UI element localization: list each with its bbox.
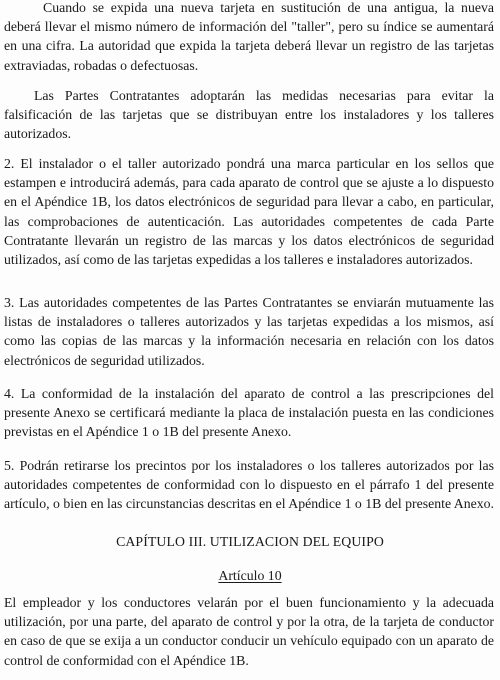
paragraph-article-10: El empleador y los conductores velarán por el buen funcionamiento y la adecuada utilización, por una parte, del aparato de control y por la otra, de la tarjeta de conductor en caso de que se exija a un conductor conducir un vehículo equipado con un aparato de control de conformidad con el Apéndice 1B.: [4, 595, 494, 668]
paragraph-falsification: Las Partes Contratantes adoptarán las medidas necesarias para evitar la falsificación de las tarjetas que se distribuyan entre los instaladores y los talleres autorizados.: [4, 88, 494, 142]
paragraph-4: 4. La conformidad de la instalación del aparato de control a las prescripciones del presente Anexo se certificará mediante la placa de instalación puesta en las condiciones previstas en el Apéndice 1 o 1B del presente Anexo.: [4, 386, 494, 440]
paragraph-5: 5. Podrán retirarse los precintos por los instaladores o los talleres autorizados por las autoridades competentes de conformidad con lo dispuesto en el párrafo 1 del presente artículo, o bien en las circunstancias descritas en el Apéndice 1 o 1B del presente Anexo.: [4, 458, 495, 512]
chapter-heading: CAPÍTULO III. UTILIZACION DEL EQUIPO: [116, 534, 384, 549]
paragraph-2: 2. El instalador o el taller autorizado pondrá una marca particular en los sellos que estampen e introducirá además, para cada aparato de control que se ajuste a lo dispuesto en el Apéndice 1B, los datos electrónicos de seguridad para llevar a cabo, en particular, las comprobaciones de autenticación. Las autoridades competentes de cada Parte Contratante llevarán un registro de las marcas y los datos electrónicos de seguridad utilizados, así como de las tarjetas expedidas a los talleres e instaladores autorizados.: [4, 156, 494, 268]
article-heading-text: Artículo 10: [218, 568, 282, 583]
paragraph-3: 3. Las autoridades competentes de las Partes Contratantes se enviarán mutuamente las listas de instaladores o talleres autorizados y las tarjetas expedidas a los mismos, así como las copias de las marcas y la información necesaria en relación con los datos electrónicos de seguridad utilizados.: [4, 295, 494, 368]
article-heading: [0, 566, 500, 585]
paragraph-card-replacement: Cuando se expida una nueva tarjeta en sustitución de una antigua, la nueva deberá llevar el mismo número de información del "taller", pero su índice se aumentará en una cifra. La autoridad que expida la tarjeta deberá llevar un registro de las tarjetas extraviadas, robadas o defectuosas.: [4, 0, 494, 73]
